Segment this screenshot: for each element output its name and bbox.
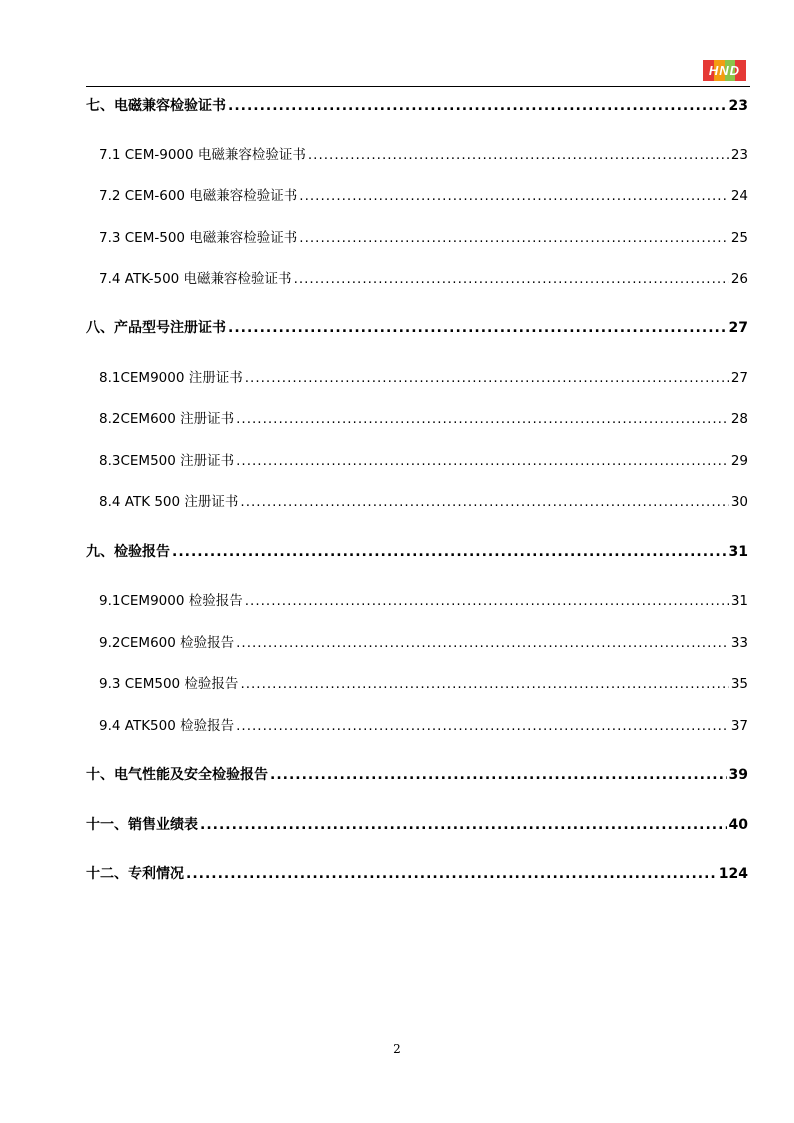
toc-dot-leader [172,542,727,562]
toc-entry-title: 八、产品型号注册证书 [86,320,226,336]
toc-entry-title: 十、电气性能及安全检验报告 [86,767,268,783]
toc-section-entry[interactable] [86,674,748,694]
toc-section-entry[interactable] [86,186,748,206]
toc-section-entry[interactable] [86,451,748,471]
toc-entry-title: 7.3 CEM-500 电磁兼容检验证书 [99,230,298,246]
toc-entry-page: 26 [730,271,748,287]
toc-chapter-entry[interactable] [86,815,748,835]
toc-entry-page: 23 [728,98,748,114]
toc-entry-page: 27 [728,320,748,336]
toc-section-entry[interactable] [86,228,748,248]
toc-entry-title: 7.2 CEM-600 电磁兼容检验证书 [99,188,298,204]
company-logo [703,60,746,81]
toc-entry-title: 9.2CEM600 检验报告 [99,635,235,651]
toc-dot-leader [245,368,729,388]
toc-dot-leader [240,492,728,512]
toc-entry-title: 十一、销售业绩表 [86,817,198,833]
toc-entry-page: 31 [730,593,748,609]
toc-entry-title: 8.4 ATK 500 注册证书 [99,494,239,510]
toc-section-entry[interactable] [86,269,748,289]
page-number: 2 [393,1042,401,1056]
toc-entry-page: 37 [730,718,748,734]
toc-entry-title: 十二、专利情况 [86,866,184,882]
toc-section-entry[interactable] [86,145,748,165]
toc-entry-title: 9.3 CEM500 检验报告 [99,676,239,692]
logo-text: HND [708,63,741,78]
toc-chapter-entry[interactable] [86,765,748,785]
toc-section-entry[interactable] [86,492,748,512]
toc-entry-title: 8.1CEM9000 注册证书 [99,370,243,386]
toc-entry-page: 31 [728,544,748,560]
toc-entry-page: 124 [718,866,748,882]
toc-entry-title: 9.1CEM9000 检验报告 [99,593,243,609]
toc-chapter-entry[interactable] [86,542,748,562]
toc-section-entry[interactable] [86,716,748,736]
toc-dot-leader [299,186,729,206]
toc-entry-title: 七、电磁兼容检验证书 [86,98,226,114]
toc-entry-title: 8.2CEM600 注册证书 [99,411,235,427]
toc-entry-page: 27 [730,370,748,386]
toc-dot-leader [270,765,727,785]
toc-entry-title: 7.1 CEM-9000 电磁兼容检验证书 [99,147,306,163]
toc-entry-page: 29 [730,453,748,469]
toc-dot-leader [236,409,729,429]
toc-dot-leader [245,591,729,611]
toc-entry-page: 33 [730,635,748,651]
toc-entry-page: 23 [730,147,748,163]
toc-chapter-entry[interactable] [86,96,748,116]
toc-entry-page: 35 [730,676,748,692]
toc-section-entry[interactable] [86,633,748,653]
toc-dot-leader [228,318,727,338]
toc-entry-title: 8.3CEM500 注册证书 [99,453,235,469]
toc-dot-leader [186,864,717,884]
toc-dot-leader [236,716,729,736]
toc-entry-page: 39 [728,767,748,783]
toc-chapter-entry[interactable] [86,318,748,338]
toc-section-entry[interactable] [86,409,748,429]
toc-entry-page: 40 [728,817,748,833]
toc-entry-title: 9.4 ATK500 检验报告 [99,718,235,734]
toc-section-entry[interactable] [86,368,748,388]
toc-dot-leader [228,96,727,116]
toc-chapter-entry[interactable] [86,864,748,884]
toc-dot-leader [236,633,729,653]
toc-dot-leader [299,228,729,248]
toc-entry-page: 24 [730,188,748,204]
toc-entry-page: 28 [730,411,748,427]
toc-dot-leader [236,451,729,471]
toc-dot-leader [294,269,729,289]
toc-entry-title: 九、检验报告 [86,544,170,560]
toc-dot-leader [308,145,729,165]
toc-dot-leader [240,674,728,694]
toc-section-entry[interactable] [86,591,748,611]
header-rule [86,86,750,87]
toc-entry-page: 25 [730,230,748,246]
toc-entry-title: 7.4 ATK-500 电磁兼容检验证书 [99,271,292,287]
toc-entry-page: 30 [730,494,748,510]
toc-dot-leader [200,815,727,835]
